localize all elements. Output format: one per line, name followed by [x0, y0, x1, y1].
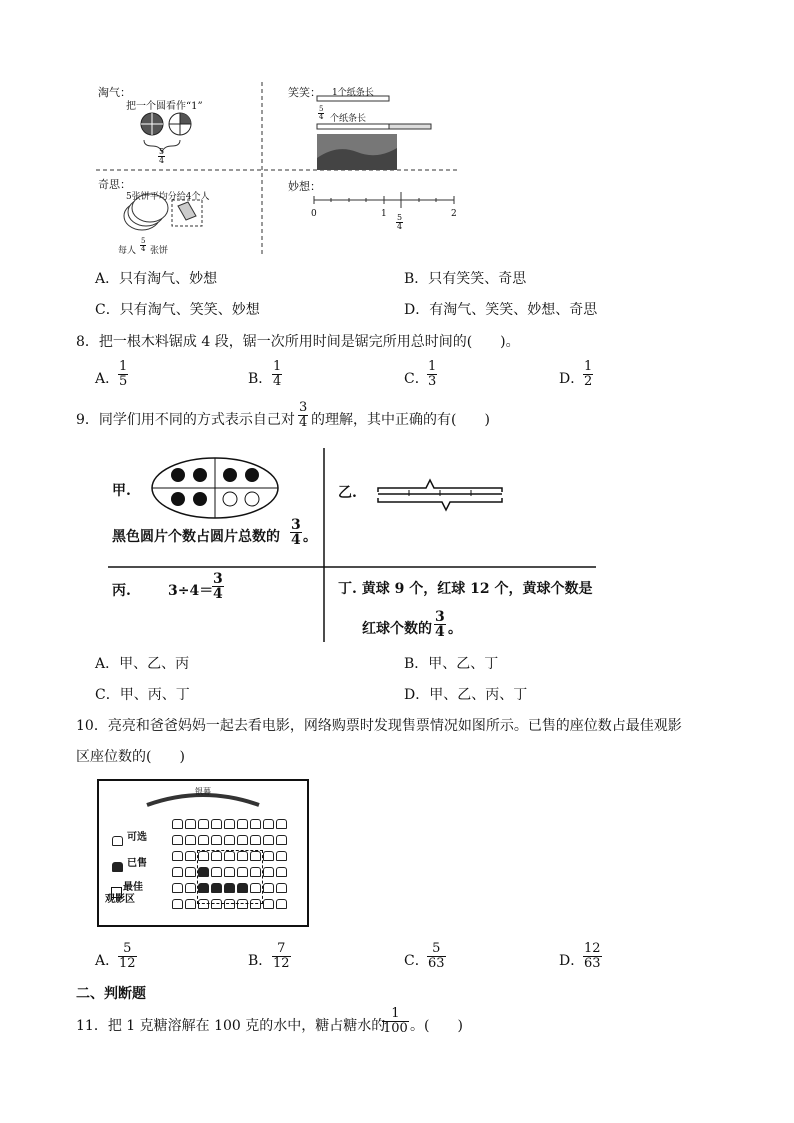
- q9-figure: [104, 448, 598, 644]
- taoqi-text: 把一个圆看作“1”: [126, 101, 203, 112]
- qisi-fraction: $\frac{5}{4}$: [141, 237, 146, 253]
- q7-figure: [92, 78, 464, 258]
- bing-expression: 3÷4＝: [168, 583, 214, 599]
- q9-stem-a: 9．同学们用不同的方式表示自己对: [76, 412, 295, 428]
- axis-tick-0: 0: [311, 209, 317, 219]
- q10-option-d-letter[interactable]: D．: [559, 953, 585, 969]
- q9-option-d[interactable]: D．甲、乙、丙、丁: [404, 687, 528, 703]
- q10-figure: [97, 779, 309, 927]
- q8-option-b-letter[interactable]: B．: [248, 371, 273, 387]
- taoqi-label: 淘气：: [98, 86, 131, 99]
- xiaoxiao-fraction: $\frac{5}{4}$: [319, 105, 324, 121]
- jia-text: 黑色圆片个数占圆片总数的: [112, 529, 280, 545]
- xiaoxiao-text1: 1个纸条长: [332, 88, 374, 98]
- qisi-bottom: 每人: [118, 246, 137, 256]
- q10-option-d-fraction[interactable]: $\frac{12}{63}$: [584, 941, 601, 971]
- qisi-text: 5张饼平均分给4个人: [126, 192, 210, 202]
- q9-stem-b: 的理解，其中正确的有( ): [311, 412, 490, 428]
- bing-fraction: $\frac{3}{4}$: [213, 571, 223, 602]
- axis-tick-1: 1: [381, 209, 387, 219]
- screen-arc: [99, 781, 307, 811]
- q11-stem-a: 11．把 1 克糖溶解在 100 克的水中，糖占糖水的: [76, 1018, 386, 1034]
- screen-label: 银幕: [195, 787, 211, 796]
- q9-figure-frame: [104, 448, 598, 644]
- q11-stem-b: 。( ): [410, 1018, 463, 1034]
- qisi-bottom-tail: 张饼: [150, 246, 169, 256]
- q10-option-a-letter[interactable]: A．: [95, 953, 120, 969]
- q9-option-b[interactable]: B．甲、乙、丁: [404, 656, 499, 672]
- q7-option-b[interactable]: B．只有笑笑、奇思: [404, 271, 527, 287]
- section-title: 二、判断题: [76, 986, 146, 1002]
- ding-text2: 红球个数的: [362, 621, 432, 637]
- legend-best-2: 观影区: [105, 894, 135, 905]
- q8-option-a-fraction[interactable]: $\frac{1}{5}$: [119, 359, 128, 389]
- q7-option-a[interactable]: A．只有淘气、妙想: [95, 271, 218, 287]
- axis-tick-2: 2: [451, 209, 457, 219]
- legend-best: 最佳: [123, 882, 143, 893]
- axis-fraction: $\frac{5}{4}$: [397, 213, 403, 231]
- jia-label: 甲.: [112, 483, 131, 499]
- xiaoxiao-text2: 个纸条长: [330, 114, 367, 124]
- q8-option-d-fraction[interactable]: $\frac{1}{2}$: [584, 359, 593, 389]
- xiaoxiao-label: 笑笑：: [288, 86, 321, 99]
- q8-option-c-letter[interactable]: C．: [404, 371, 429, 387]
- best-viewing-area: [197, 850, 263, 904]
- q10-stem-line2: 区座位数的( ): [76, 749, 185, 765]
- yi-label: 乙.: [338, 485, 357, 501]
- legend-sold: 已售: [127, 858, 147, 869]
- miaoxiang-label: 妙想：: [288, 180, 321, 193]
- q8-option-b-fraction[interactable]: $\frac{1}{4}$: [273, 359, 282, 389]
- q7-option-c[interactable]: C．只有淘气、笑笑、妙想: [95, 302, 260, 318]
- taoqi-fraction: $\frac{5}{4}$: [159, 147, 165, 165]
- q10-option-a-fraction[interactable]: $\frac{5}{12}$: [119, 941, 136, 971]
- legend-available: 可选: [127, 832, 147, 843]
- legend-available-icon: [111, 831, 124, 850]
- ding-tail: 。: [448, 621, 462, 637]
- q8-option-a-letter[interactable]: A．: [95, 371, 120, 387]
- q10-option-b-fraction[interactable]: $\frac{7}{12}$: [273, 941, 290, 971]
- q10-option-c-fraction[interactable]: $\frac{5}{63}$: [428, 941, 445, 971]
- seat-row: [171, 834, 288, 845]
- q8-stem: 8．把一根木料锯成 4 段，锯一次所用时间是锯完所用总时间的( )。: [76, 334, 520, 350]
- q9-option-c[interactable]: C．甲、丙、丁: [95, 687, 190, 703]
- q10-stem-line1: 10．亮亮和爸爸妈妈一起去看电影，网络购票时发现售票情况如图所示。已售的座位数占最佳观影: [76, 718, 682, 734]
- q8-option-c-fraction[interactable]: $\frac{1}{3}$: [428, 359, 437, 389]
- q8-option-d-letter[interactable]: D．: [559, 371, 585, 387]
- q10-option-b-letter[interactable]: B．: [248, 953, 273, 969]
- qisi-label: 奇思：: [98, 178, 131, 191]
- q9-option-a[interactable]: A．甲、乙、丙: [95, 656, 190, 672]
- q7-option-d[interactable]: D．有淘气、笑笑、妙想、奇思: [404, 302, 598, 318]
- jia-tail: 。: [303, 529, 317, 545]
- q9-stem-fraction: $\frac{3}{4}$: [299, 400, 308, 430]
- seat-row: [171, 818, 288, 829]
- ding-text1: 丁. 黄球 9 个，红球 12 个，黄球个数是: [338, 581, 593, 597]
- q11-fraction: $\frac{1}{100}$: [383, 1006, 408, 1036]
- q10-option-c-letter[interactable]: C．: [404, 953, 429, 969]
- legend-sold-icon: [111, 857, 124, 876]
- jia-fraction: $\frac{3}{4}$: [291, 517, 301, 548]
- ding-fraction: $\frac{3}{4}$: [435, 609, 445, 640]
- bing-label: 丙.: [112, 583, 131, 599]
